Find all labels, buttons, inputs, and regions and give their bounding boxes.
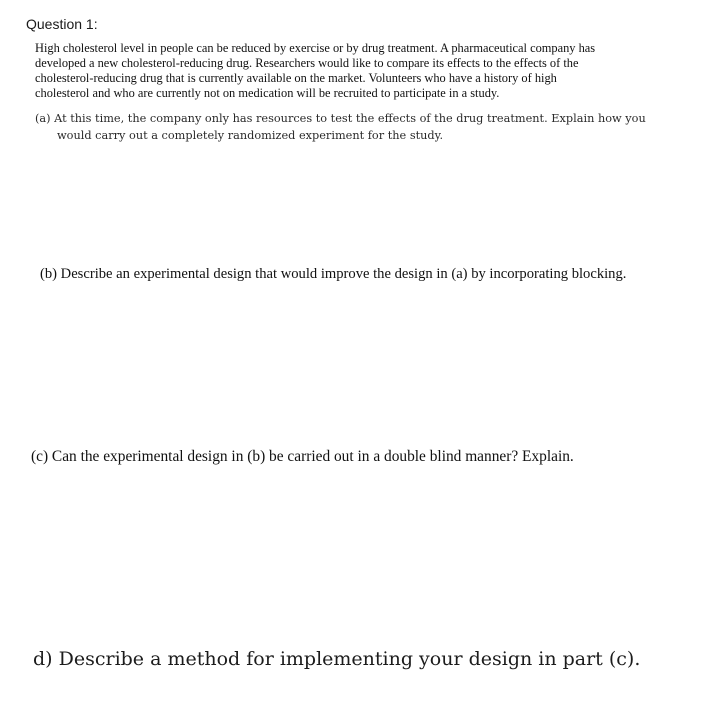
part-a-prompt <box>35 110 655 144</box>
part-a-line-1: (a) At this time, the company only has resources to test the effects of the drug treatment. Explain how you <box>35 112 646 125</box>
intro-line: cholesterol and who are currently not on medication will be recruited to participate in a study. <box>35 86 500 100</box>
question-title: Question 1: <box>26 16 98 32</box>
part-b-prompt: (b) Describe an experimental design that would improve the design in (a) by incorporating blocking. <box>40 266 627 282</box>
question-intro <box>35 41 647 101</box>
intro-line: developed a new cholesterol-reducing drug. Researchers would like to compare its effects to the effects of the <box>35 56 579 70</box>
intro-line: cholesterol-reducing drug that is currently available on the market. Volunteers who have a history of high <box>35 71 557 85</box>
part-d-prompt: d) Describe a method for implementing your design in part (c). <box>33 648 641 670</box>
part-c-prompt: (c) Can the experimental design in (b) be carried out in a double blind manner? Explain. <box>31 448 574 465</box>
intro-line: High cholesterol level in people can be reduced by exercise or by drug treatment. A pharmaceutical company has <box>35 41 596 55</box>
part-a-line-2: would carry out a completely randomized experiment for the study. <box>57 129 444 142</box>
